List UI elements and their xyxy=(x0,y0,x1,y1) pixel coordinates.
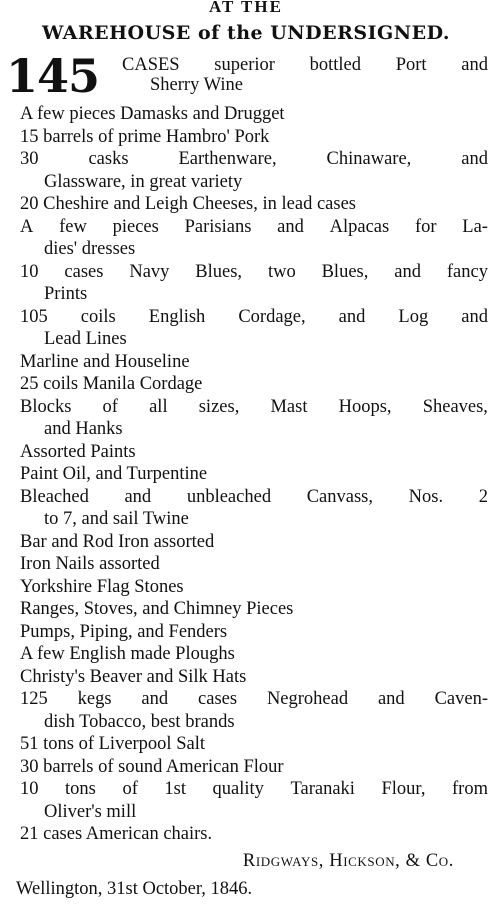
lead-item-number: 145 xyxy=(6,49,100,103)
list-item-continuation: Prints xyxy=(44,284,88,304)
list-item xyxy=(20,396,488,441)
list-item xyxy=(20,621,488,644)
signature: Ridgways, Hickson, & Co. xyxy=(242,850,454,871)
lead-word: superior xyxy=(214,55,275,75)
list-item-line: Marline and Houseline xyxy=(20,351,190,372)
list-item xyxy=(20,351,488,374)
lead-word: bottled xyxy=(309,55,361,75)
top-line: AT THE xyxy=(209,0,283,16)
list-item-line: Iron Nails assorted xyxy=(20,554,160,574)
list-item xyxy=(20,126,488,149)
list-item-line: 20 Cheshire and Leigh Cheeses, in lead cases xyxy=(20,194,356,214)
list-item-line: Blocks of all sizes, Mast Hoops, Sheaves, xyxy=(20,396,488,417)
list-item-line: 25 coils Manila Cordage xyxy=(20,374,203,394)
list-item-line: 15 barrels of prime Hambro' Pork xyxy=(20,126,270,147)
list-item xyxy=(20,103,488,126)
list-item xyxy=(20,688,488,733)
list-item-line: 30 barrels of sound American Flour xyxy=(20,756,284,777)
list-item xyxy=(20,823,488,846)
list-item xyxy=(20,643,488,666)
list-item xyxy=(20,733,488,756)
list-item-line: A few English made Ploughs xyxy=(20,644,235,664)
list-item xyxy=(20,756,488,779)
list-item-continuation: Lead Lines xyxy=(44,329,127,349)
list-item-line: A few pieces Parisians and Alpacas for La- xyxy=(20,216,488,237)
list-item xyxy=(20,463,488,486)
list-item-line: Ranges, Stoves, and Chimney Pieces xyxy=(20,599,294,619)
list-item xyxy=(20,598,488,621)
list-item-continuation: to 7, and sail Twine xyxy=(44,509,189,529)
item-list xyxy=(4,103,488,846)
advertisement-title: WAREHOUSE of the UNDERSIGNED. xyxy=(41,22,451,44)
list-item xyxy=(20,778,488,823)
list-item xyxy=(20,553,488,576)
list-item xyxy=(20,531,488,554)
lead-word: and xyxy=(461,55,488,75)
list-item-continuation: Glassware, in great variety xyxy=(44,171,243,192)
list-item-line: Bleached and unbleached Canvass, Nos. 2 xyxy=(20,486,488,507)
list-item-line: A few pieces Damasks and Drugget xyxy=(20,104,285,124)
list-item xyxy=(20,261,488,306)
list-item-line: 51 tons of Liverpool Salt xyxy=(20,734,205,754)
list-item-line: 21 cases American chairs. xyxy=(20,824,213,844)
list-item xyxy=(20,373,488,396)
list-item-continuation: dies' dresses xyxy=(44,239,136,259)
list-item-line: Bar and Rod Iron assorted xyxy=(20,531,215,552)
list-item-line: 105 coils English Cordage, and Log and xyxy=(20,306,488,327)
list-item-continuation: and Hanks xyxy=(44,419,123,439)
list-item xyxy=(20,193,488,216)
lead-item-line-1 xyxy=(122,55,488,75)
list-item-line: Christy's Beaver and Silk Hats xyxy=(20,666,247,687)
list-item-line: 10 tons of 1st quality Taranaki Flour, from xyxy=(20,779,488,799)
list-item xyxy=(20,441,488,464)
list-item xyxy=(20,148,488,193)
list-item xyxy=(20,576,488,599)
list-item-line: 10 cases Navy Blues, two Blues, and fancy xyxy=(20,261,488,282)
list-item xyxy=(20,486,488,531)
list-item-continuation: dish Tobacco, best brands xyxy=(44,711,235,732)
lead-item-line-2: Sherry Wine xyxy=(150,75,243,95)
list-item-line: Pumps, Piping, and Fenders xyxy=(20,621,228,642)
list-item-continuation: Oliver's mill xyxy=(44,801,137,822)
lead-word: CASES xyxy=(122,55,180,75)
lead-word: Port xyxy=(395,55,427,75)
lead-item-text xyxy=(122,55,488,95)
place-date: Wellington, 31st October, 1846. xyxy=(16,878,253,899)
list-item xyxy=(20,216,488,261)
list-item xyxy=(20,666,488,689)
list-item-line: Assorted Paints xyxy=(20,441,136,462)
list-item-line: Yorkshire Flag Stones xyxy=(20,576,184,597)
list-item-line: 125 kegs and cases Negrohead and Caven- xyxy=(20,689,488,709)
list-item-line: Paint Oil, and Turpentine xyxy=(20,464,208,484)
list-item xyxy=(20,306,488,351)
lead-item xyxy=(4,49,488,103)
list-item-line: 30 casks Earthenware, Chinaware, and xyxy=(20,149,488,169)
